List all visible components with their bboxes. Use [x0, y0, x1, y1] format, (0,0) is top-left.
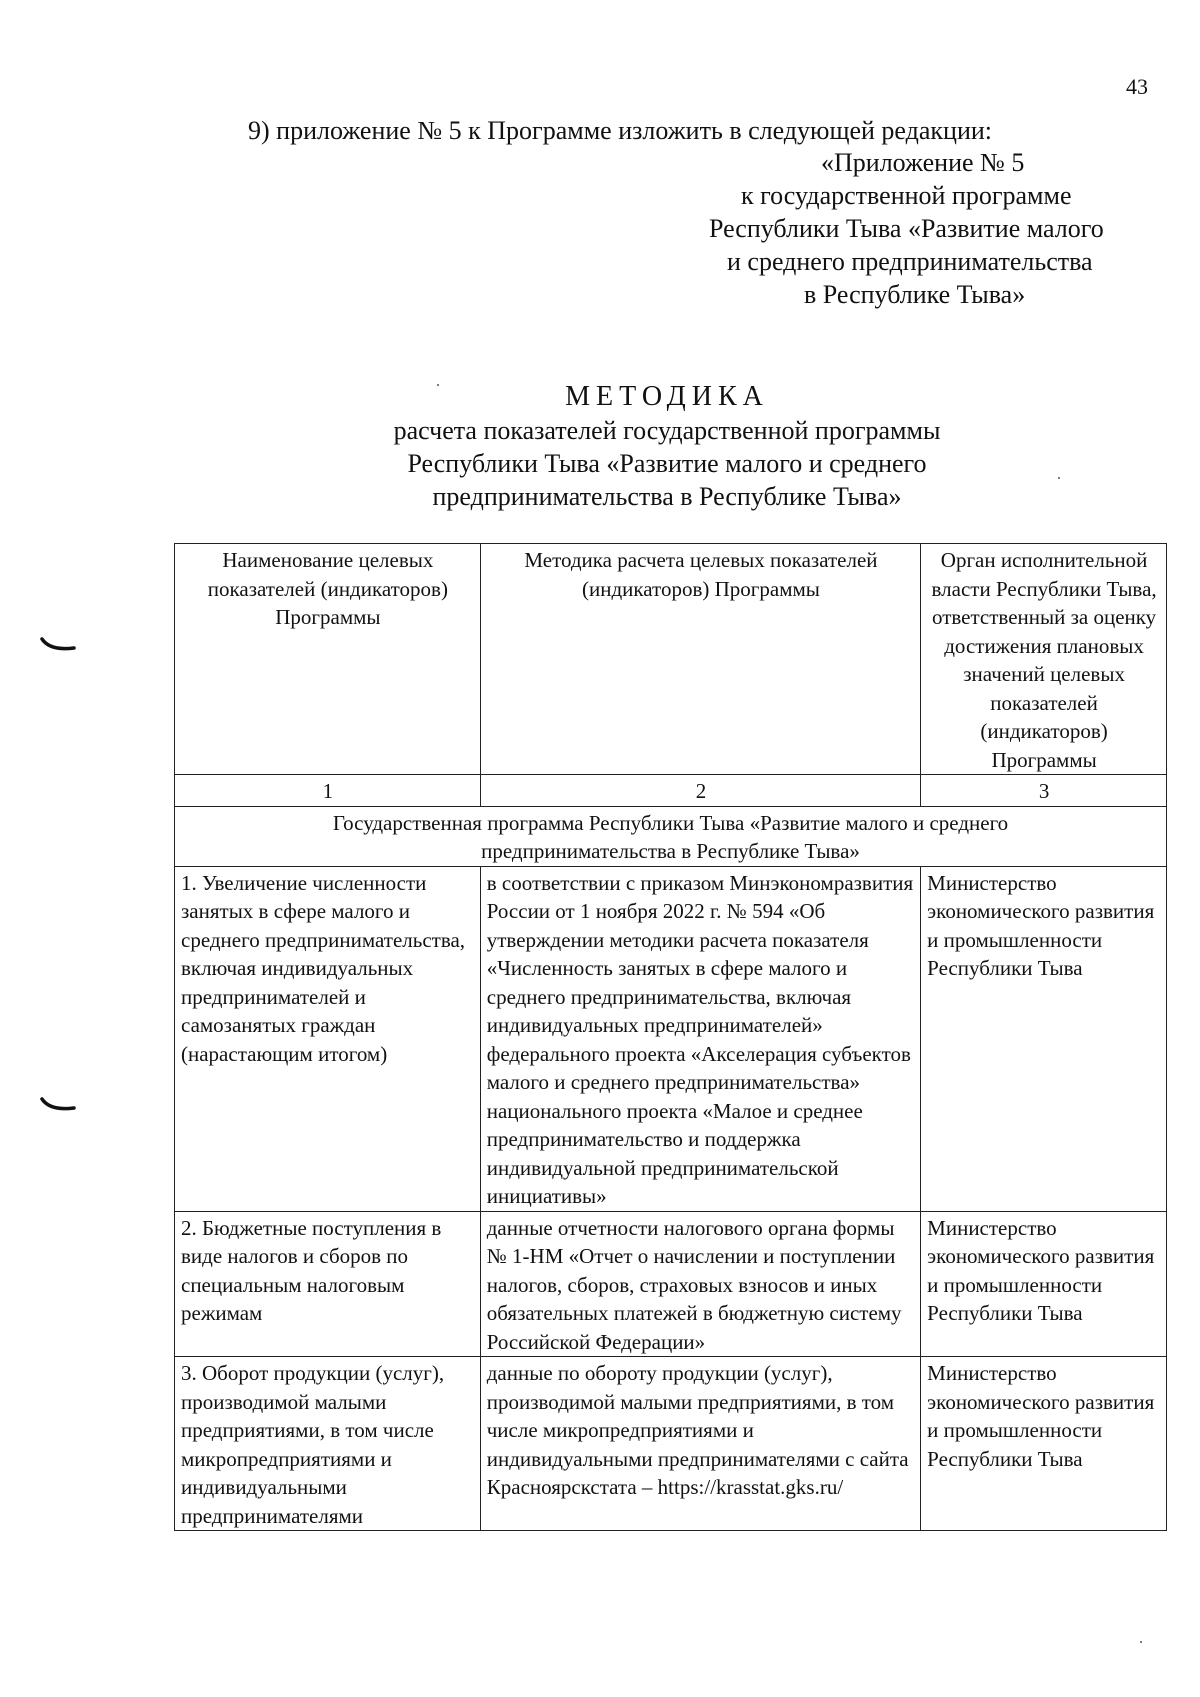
scan-speck [1140, 1641, 1142, 1643]
annex-line-1: «Приложение № 5 [821, 148, 1025, 177]
binding-mark [40, 636, 76, 654]
methodology-table [174, 543, 1167, 1531]
binding-mark [40, 1096, 76, 1114]
header-indicator: Наименование целевых показателей (индикаторов) Программы [175, 544, 481, 775]
row-1-method: в соответствии с приказом Минэкономразвития России от 1 ноября 2022 г. № 594 «Об утверждении методики расчета показателя «Численность занятых в сфере малого и среднего предпринимательства, включая индивидуальных предпринимателей» федерального проекта «Акселерация субъектов малого и среднего предпринимательства» национального проекта «Малое и среднее предпринимательство и поддержка индивидуальной предпринимательской инициативы» [480, 866, 920, 1211]
column-number-row [175, 775, 1167, 807]
row-2-method: данные отчетности налогового органа формы № 1-НМ «Отчет о начислении и поступлении налогов, сборов, страховых взносов и иных обязательных платежей в бюджетную систему Российской Федерации» [480, 1211, 920, 1357]
row-3-authority: Министерство экономического развития и промышленности Республики Тыва [921, 1357, 1167, 1531]
table-header-row [175, 544, 1167, 775]
scan-speck [1058, 477, 1060, 479]
document-title [0, 380, 1200, 513]
table-row [175, 1357, 1167, 1531]
section-row [175, 806, 1167, 866]
row-3-method: данные по обороту продукции (услуг), производимой малыми предприятиями, в том числе микропредприятиями и индивидуальными предпринимателями с сайта Красноярскстата – https://krasstat.gks.ru/ [480, 1357, 920, 1531]
title-sub-line-3: предпринимательства в Республике Тыва» [432, 482, 902, 511]
row-2-indicator: 2. Бюджетные поступления в виде налогов и сборов по специальным налоговым режимам [175, 1211, 481, 1357]
annex-line-3: Республики Тыва «Развитие малого [709, 214, 1104, 243]
header-authority: Орган исполнительной власти Республики Тыва, ответственный за оценку достижения плановых значений целевых показателей (индикаторов) Программы [921, 544, 1167, 775]
row-3-indicator: 3. Оборот продукции (услуг), производимой малыми предприятиями, в том числе микропредприятиями и индивидуальными предпринимателями [175, 1357, 481, 1531]
row-1-indicator: 1. Увеличение численности занятых в сфере малого и среднего предпринимательства, включая индивидуальных предпринимателей и самозанятых граждан (нарастающим итогом) [175, 866, 481, 1211]
page-number: 43 [1126, 74, 1148, 99]
row-1-authority: Министерство экономического развития и промышленности Республики Тыва [921, 866, 1167, 1211]
scan-speck [437, 384, 439, 386]
title-main: МЕТОДИКА [565, 381, 769, 412]
amendment-intro: 9) приложение № 5 к Программе изложить в следующей редакции: [248, 116, 992, 145]
title-sub-line-2: Республики Тыва «Развитие малого и среднего [407, 449, 927, 478]
title-sub-line-1: расчета показателей государственной программы [393, 416, 941, 445]
annex-line-4: и среднего предпринимательства [727, 247, 1093, 276]
table-row [175, 1211, 1167, 1357]
column-number-3: 3 [921, 775, 1167, 807]
header-method: Методика расчета целевых показателей (индикаторов) Программы [480, 544, 920, 775]
row-2-authority: Министерство экономического развития и промышленности Республики Тыва [921, 1211, 1167, 1357]
column-number-1: 1 [175, 775, 481, 807]
section-title: Государственная программа Республики Тыва «Развитие малого и среднего предпринимательства в Республике Тыва» [175, 806, 1167, 866]
table-row [175, 866, 1167, 1211]
annex-line-2: к государственной программе [741, 181, 1072, 210]
column-number-2: 2 [480, 775, 920, 807]
annex-line-5: в Республике Тыва» [804, 280, 1026, 309]
